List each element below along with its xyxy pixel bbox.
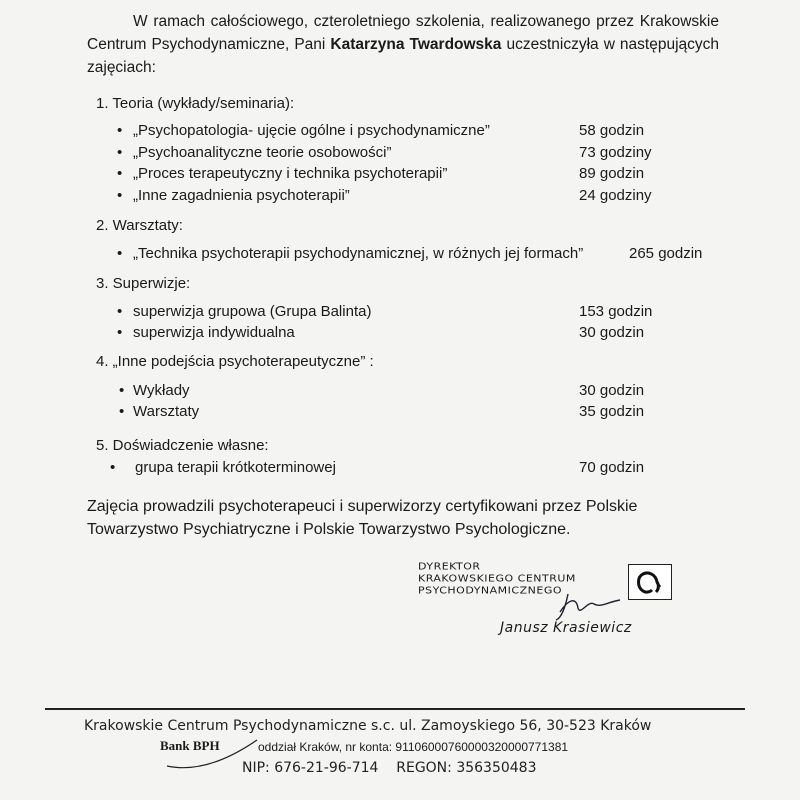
section-title: 3. Superwizje: [96,275,191,292]
list-item: • „Technika psychoterapii psychodynamicznej, w różnych jej formach” [117,245,584,262]
list-item: • Wykłady [119,382,190,399]
hours-value: 70 godzin [579,459,645,476]
footer-divider [45,708,745,710]
hours-value: 35 godzin [579,403,645,420]
bank-account: oddział Kraków, nr konta: 91106000760000320000771381 [258,740,569,754]
hours-value: 73 godziny [579,144,652,161]
head-profile-icon [629,565,671,599]
hours-value: 265 godzin [629,245,703,262]
kcp-logo [628,564,672,600]
list-item: • superwizja grupowa (Grupa Balinta) [117,303,372,320]
section-title: 5. Doświadczenie własne: [96,437,269,454]
stamp-title: DYREKTOR [418,561,481,573]
closing-note: Zajęcia prowadzili psychoterapeuci i superwizorzy certyfikowani przez Polskie Towarzystwo Psychiatryczne i Polskie Towarzystwo Psychologiczne. [87,498,638,538]
hours-value: 30 godzin [579,382,645,399]
intro-text: W ramach całościowego, czteroletniego szkolenia, realizowanego przez Krakowskie Centrum Psychodynamiczne, Pani [87,13,719,53]
section-title: 1. Teoria (wykłady/seminaria): [96,95,295,112]
list-item: • „Inne zagadnienia psychoterapii” [117,187,350,204]
bank-logo: Bank BPH [160,738,220,753]
company-ids: NIP: 676-21-96-714 REGON: 356350483 [242,760,537,776]
hours-value: 153 godzin [579,303,653,320]
signatory-name: Janusz Krasiewicz [500,620,632,636]
company-address: Krakowskie Centrum Psychodynamiczne s.c. ul. Zamoyskiego 56, 30-523 Kraków [84,718,652,734]
section-title: 2. Warsztaty: [96,217,183,234]
section-title: 4. „Inne podejścia psychoterapeutyczne” : [96,353,374,370]
list-item: • superwizja indywidualna [117,324,295,341]
participant-name: Katarzyna Twardowska [330,36,502,53]
hours-value: 58 godzin [579,122,645,139]
list-item: • „Proces terapeutyczny i technika psychoterapii” [117,165,448,182]
hours-value: 24 godziny [579,187,652,204]
intro-text-end: uczestniczyła w następujących zajęciach: [87,36,720,76]
hours-value: 30 godzin [579,324,645,341]
list-item: • grupa terapii krótkoterminowej [110,459,336,476]
intro-paragraph [87,10,719,79]
stamp-org-line1: KRAKOWSKIEGO CENTRUM [418,573,576,585]
hours-value: 89 godzin [579,165,645,182]
list-item: • Warsztaty [119,403,200,420]
stamp-org-line2: PSYCHODYNAMICZNEGO [418,585,562,597]
list-item: • „Psychoanalityczne teorie osobowości” [117,144,392,161]
handwritten-signature [548,590,628,624]
list-item: • „Psychopatologia- ujęcie ogólne i psychodynamiczne” [117,122,490,139]
